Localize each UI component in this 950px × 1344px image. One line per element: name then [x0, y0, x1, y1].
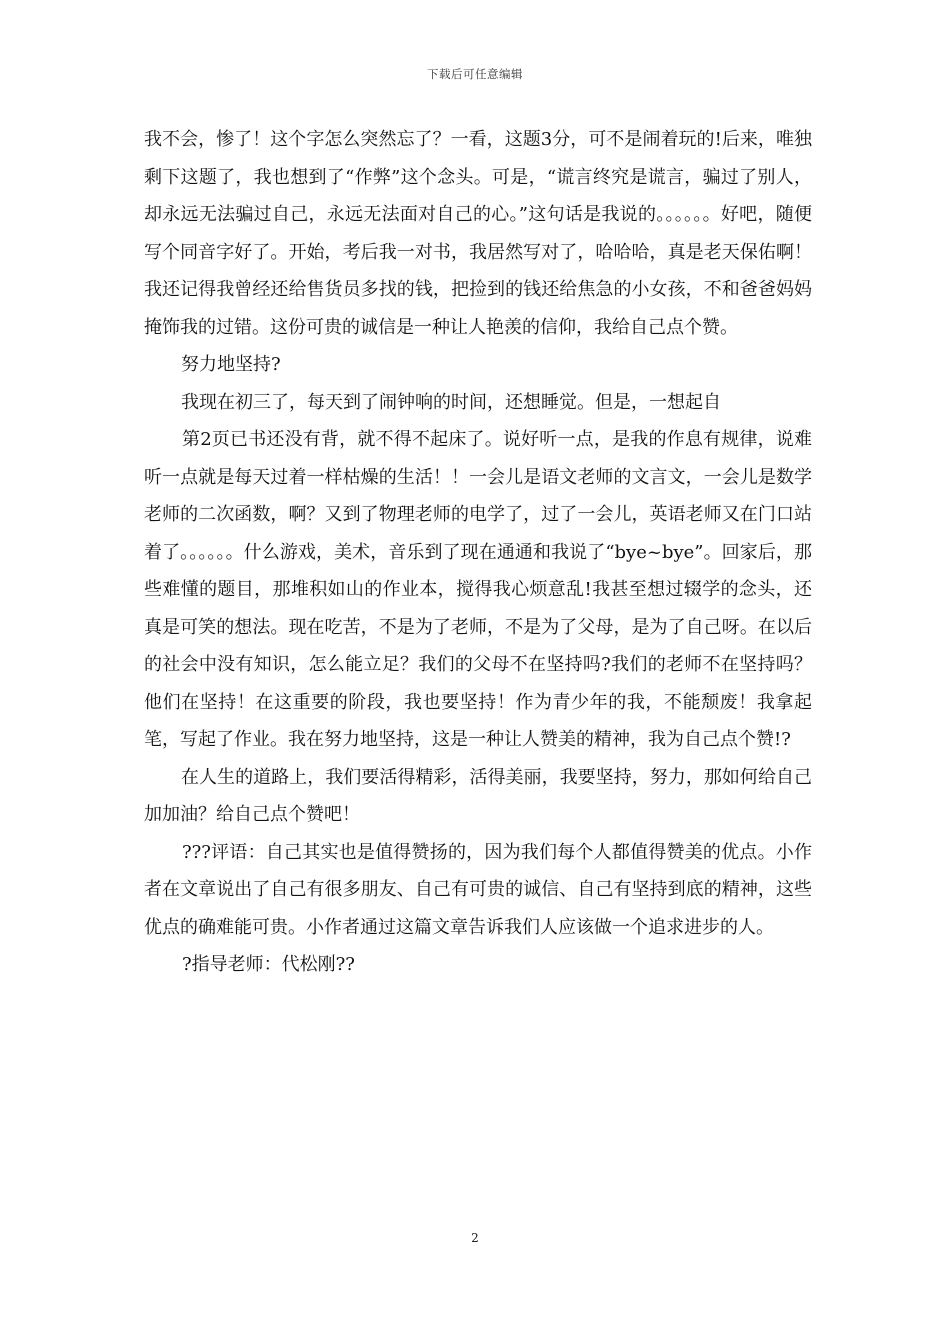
paragraph-conclusion: 在人生的道路上，我们要活得精彩，活得美丽，我要坚持，努力，那如何给自己加加油？给自己点个赞吧！ — [144, 766, 812, 825]
paragraph-teacher: ?指导老师：代松刚?? — [182, 954, 355, 975]
paragraph-persistence-intro: 我现在初三了，每天到了闹钟响的时间，还想睡觉。但是，一想起自 — [181, 391, 721, 413]
document-body — [144, 121, 812, 984]
page-header: 下载后可任意编辑 — [427, 67, 523, 81]
section-heading-persistence: 努力地坚持? — [181, 354, 281, 375]
paragraph-persistence: 第2页已书还没有背，就不得不起床了。说好听一点，是我的作息有规律，说难听一点就是每天过着一样枯燥的生活！！一会儿是语文老师的文言文，一会儿是数学老师的二次函数，啊？又到了物理老师的电学了，过了一会儿，英语老师又在门口站着了。。。。。。什么游戏，美术，音乐到了现在通通和我说了“bye~bye”。回家后，那些难懂的题目，那堆积如山的作业本，搅得我心烦意乱!我甚至想过辍学的念头，还真是可笑的想法。现在吃苦，不是为了老师，不是为了父母，是为了自己呀。在以后的社会中没有知识，怎么能立足？我们的父母不在坚持吗?我们的老师不在坚持吗？他们在坚持！在这重要的阶段，我也要坚持！作为青少年的我，不能颓废！我拿起笔，写起了作业。我在努力地坚持，这是一种让人赞美的精神，我为自己点个赞!? — [144, 429, 812, 750]
paragraph-honesty: 我不会，惨了！这个字怎么突然忘了？一看，这题3分，可不是闹着玩的!后来，唯独剩下这题了，我也想到了“作弊”这个念头。可是，“谎言终究是谎言，骗过了别人，却永远无法骗过自己，永远无法面对自己的心。”这句话是我说的。。。。。。好吧，随便写个同音字好了。开始，考后我一对书，我居然写对了，哈哈哈，真是老天保佑啊！我还记得我曾经还给售货员多找的钱，把捡到的钱还给焦急的小女孩，不和爸爸妈妈掩饰我的过错。这份可贵的诚信是一种让人艳羡的信仰，我给自己点个赞。 — [144, 129, 812, 338]
paragraph-comment: ???评语：自己其实也是值得赞扬的，因为我们每个人都值得赞美的优点。小作者在文章说出了自己有很多朋友、自己有可贵的诚信、自己有坚持到底的精神，这些优点的确难能可贵。小作者通过这篇文章告诉我们人应该做一个追求进步的人。 — [144, 841, 812, 938]
page-number: 2 — [471, 1231, 479, 1245]
